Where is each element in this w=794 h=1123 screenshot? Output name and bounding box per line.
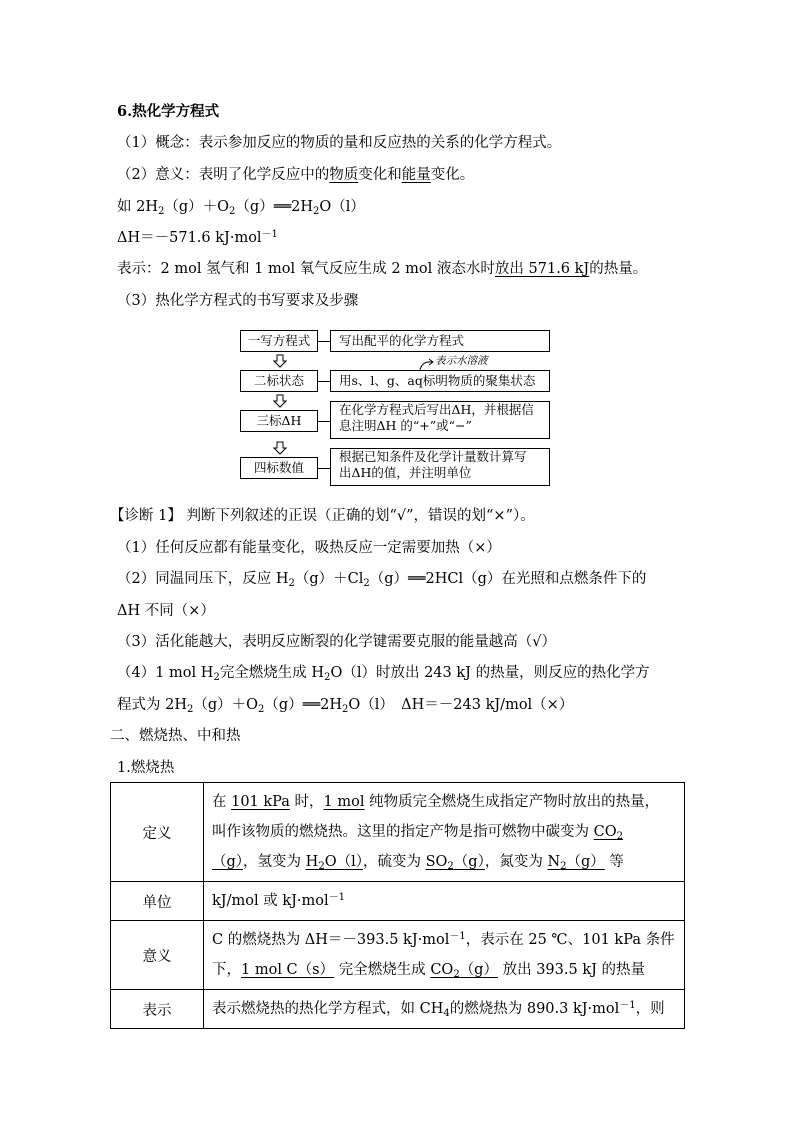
step4-detail: 根据已知条件及化学计量数计算写 出ΔH的值，并注明单位	[330, 448, 550, 486]
row-head-meaning: 意义	[111, 921, 204, 990]
table-row	[111, 921, 685, 990]
concept-line: （1）概念：表示参加反应的物质的量和反应热的关系的化学方程式。	[117, 135, 562, 151]
down-arrow-icon	[273, 441, 287, 455]
meaning-cell: C 的燃烧热为 ΔH＝－393.5 kJ·mol$^{-1}$，表示在 25 ℃、101 kPa 条件 下，1 mol C（s） 完全燃烧生成 $CO_2(g)$ 放出 393.5 kJ 的热量	[204, 921, 685, 990]
step3-box: 三标ΔH	[240, 410, 318, 432]
steps-title: （3）热化学方程式的书写要求及步骤	[117, 293, 359, 309]
example-equation: 如 $2H_2(g)+O_2(g)══2H_2O(l)$	[117, 199, 365, 217]
steps-flowchart	[240, 328, 555, 488]
step3-detail: 在化学方程式后写出ΔH，并根据信 息注明ΔH 的“+”或“−”	[330, 401, 550, 439]
delta-h-line: ΔH＝－571.6 kJ·mol$^{-1}$	[117, 229, 278, 246]
subsection-heading: 1.燃烧热	[117, 760, 175, 776]
down-arrow-icon	[273, 394, 287, 408]
expression-cell: 表示燃烧热的热化学方程式，如 $CH_4$的燃烧热为 890.3 kJ·mol$^{-1}$，则	[204, 990, 685, 1029]
table-row	[111, 882, 685, 921]
note-arrow-icon	[418, 357, 434, 371]
connector	[318, 421, 330, 422]
unit-cell: kJ/mol 或 kJ·mol$^{-1}$	[204, 882, 685, 921]
meaning-line: （2）意义：表明了化学反应中的物质变化和能量变化。	[117, 167, 475, 183]
step2-box: 二标状态	[240, 370, 318, 392]
table-row	[111, 783, 685, 882]
step2-detail: 用s、l、g、aq标明物质的聚集状态	[330, 370, 550, 392]
diagnosis-q2: （2）同温同压下，反应 $H_2(g)+Cl_2(g)══2HCl(g)$在光照和点燃条件下的	[117, 571, 647, 589]
diagnosis-q4-cont: 程式为 $2H_2(g)+O_2(g)══2H_2O(l)$ ΔH＝－243 kJ/mol（×）	[117, 697, 574, 715]
connector	[318, 381, 330, 382]
definition-cell: 在 101 kPa 时，1 mol 纯物质完全燃烧生成指定产物时放出的热量， 叫作该物质的燃烧热。这里的指定产物是指可燃物中碳变为 $CO_2$ （g），氢变为 $H_2O(l)$，硫变为 $SO_2(g)$，氮变为 $N_2(g)$ 等	[204, 783, 685, 882]
section-heading: 6.热化学方程式	[117, 103, 220, 120]
row-head-expression: 表示	[111, 990, 204, 1029]
section-2-heading: 二、燃烧热、中和热	[110, 728, 241, 744]
connector	[318, 468, 330, 469]
connector	[318, 341, 330, 342]
diagnosis-q3: （3）活化能越大，表明反应断裂的化学键需要克服的能量越高（√）	[117, 634, 556, 650]
row-head-unit: 单位	[111, 882, 204, 921]
diagnosis-q2-cont: ΔH 不同（×）	[117, 603, 215, 619]
aq-note: 表示水溶液	[435, 355, 488, 367]
diagnosis-q1: （1）任何反应都有能量变化，吸热反应一定需要加热（×）	[117, 540, 501, 556]
step1-detail: 写出配平的化学方程式	[330, 330, 550, 352]
step1-box: 一写方程式	[240, 330, 318, 352]
down-arrow-icon	[273, 354, 287, 368]
diagnosis-q4: （4）1 mol $H_2$完全燃烧生成 $H_2O(l)$时放出 243 kJ 的热量，则反应的热化学方	[117, 665, 650, 683]
row-head-definition: 定义	[111, 783, 204, 882]
express-line: 表示：2 mol 氢气和 1 mol 氧气反应生成 2 mol 液态水时放出 571.6 kJ的热量。	[117, 261, 648, 277]
step4-box: 四标数值	[240, 457, 318, 479]
table-row	[111, 990, 685, 1029]
combustion-heat-table	[110, 782, 685, 1029]
diagnosis-title: 【诊断 1】 判断下列叙述的正误（正确的划“√”，错误的划“×”）。	[110, 508, 535, 524]
